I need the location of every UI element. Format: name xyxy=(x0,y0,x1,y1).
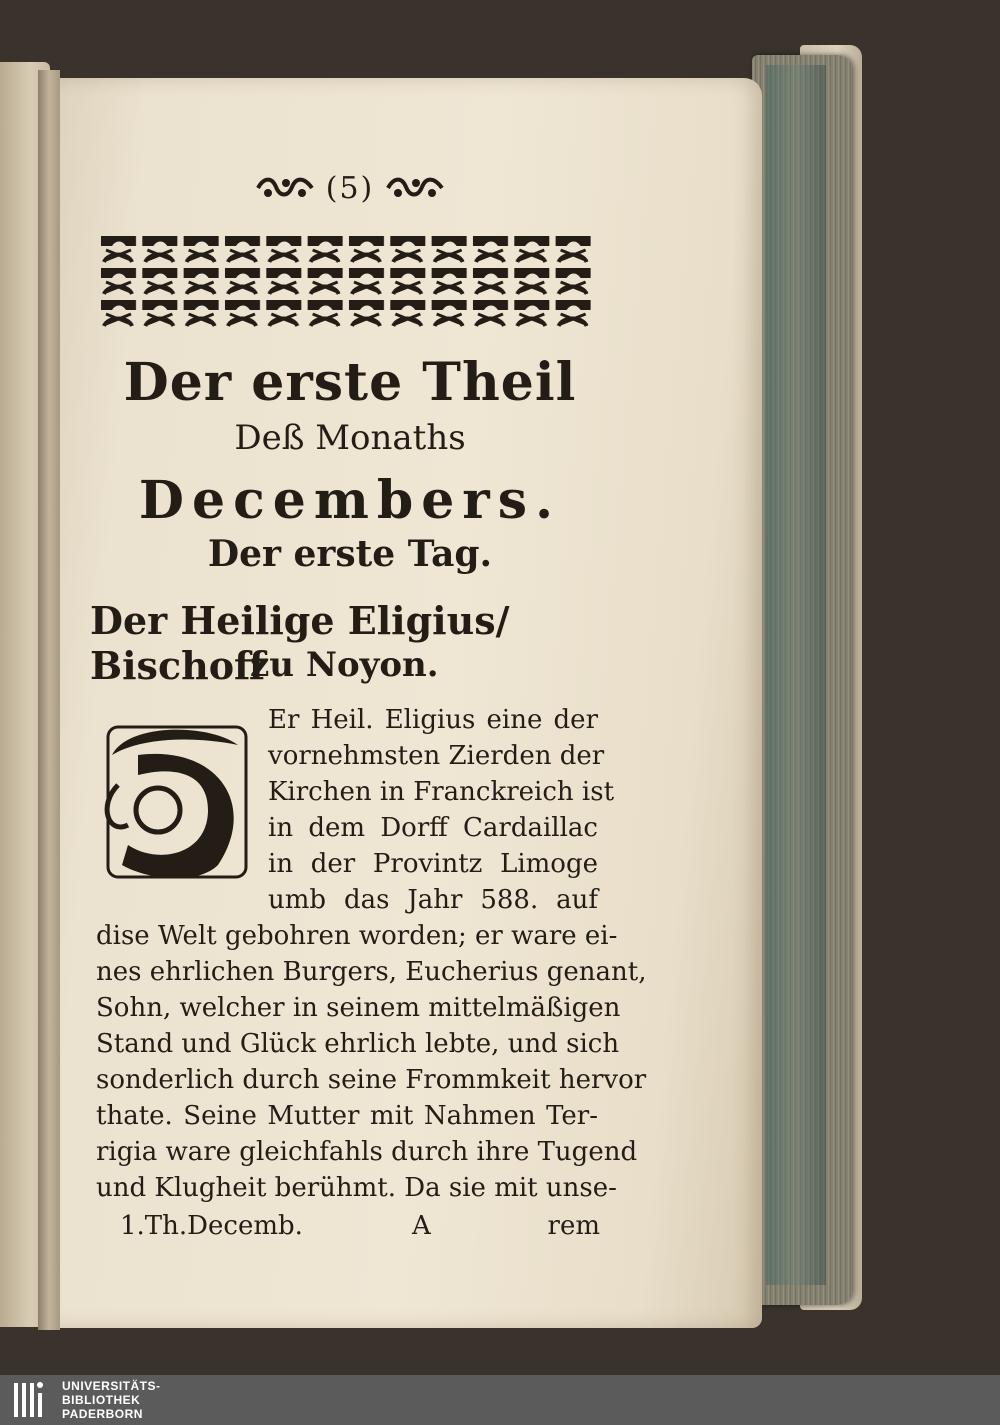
book-gutter xyxy=(38,70,60,1330)
body-line: und Klugheit berühmt. Da sie mit unse- xyxy=(96,1173,617,1203)
decorated-initial-icon xyxy=(98,715,266,885)
body-line: Sohn, welcher in seinem mittelmäßigen xyxy=(96,993,621,1023)
body-line: rigia ware gleichfahls durch ihre Tugend xyxy=(96,1137,638,1167)
body-line: in dem Dorff Cardaillac xyxy=(268,813,598,843)
month-name: Decembers. xyxy=(138,470,562,531)
body-line: nes ehrlichen Burgers, Eucherius genant, xyxy=(96,957,647,987)
day-title: Der erste Tag. xyxy=(207,533,493,575)
gathering-mark: A xyxy=(412,1211,431,1241)
library-name-line: UNIVERSITÄTS- xyxy=(62,1379,161,1393)
body-line: dise Welt gebohren worden; er ware ei- xyxy=(96,921,618,951)
ornamental-band-icon xyxy=(98,232,594,328)
body-line: sonderlich durch seine Frommkeit hervor xyxy=(96,1065,647,1095)
fleuron-right-icon xyxy=(386,175,444,201)
body-line: Kirchen in Franckreich ist xyxy=(268,777,615,807)
library-name-line: PADERBORN xyxy=(62,1407,143,1421)
body-line: Er Heil. Eligius eine der xyxy=(268,705,598,735)
body-line: thate. Seine Mutter mit Nahmen Ter- xyxy=(96,1101,598,1131)
body-line: Stand und Glück ehrlich lebte, und sich xyxy=(96,1029,620,1059)
page-footer xyxy=(120,1211,600,1245)
library-logo-bar xyxy=(0,1375,1000,1425)
body-line: umb das Jahr 588. auf xyxy=(268,885,598,915)
body-line: vornehmsten Zierden der xyxy=(268,741,605,771)
month-subtitle: Deß Monaths xyxy=(234,418,466,458)
catchword: rem xyxy=(547,1211,600,1241)
library-name xyxy=(62,1379,161,1421)
part-title: Der erste Theil xyxy=(123,352,577,413)
library-name-line: BIBLIOTHEK xyxy=(62,1393,141,1407)
page-number: (5) xyxy=(325,170,375,206)
body-line: in der Provintz Limoge xyxy=(268,849,598,879)
saint-heading: Der Heilige Eligius/ Bischoff xyxy=(90,598,510,688)
fleuron-left-icon xyxy=(256,175,314,201)
saint-heading-place: zu Noyon. xyxy=(250,645,439,685)
library-logo-icon xyxy=(12,1379,46,1421)
page-header xyxy=(230,168,470,208)
page-block-fore-edge xyxy=(752,55,852,1305)
signature-mark: 1.Th.Decemb. xyxy=(120,1211,303,1241)
